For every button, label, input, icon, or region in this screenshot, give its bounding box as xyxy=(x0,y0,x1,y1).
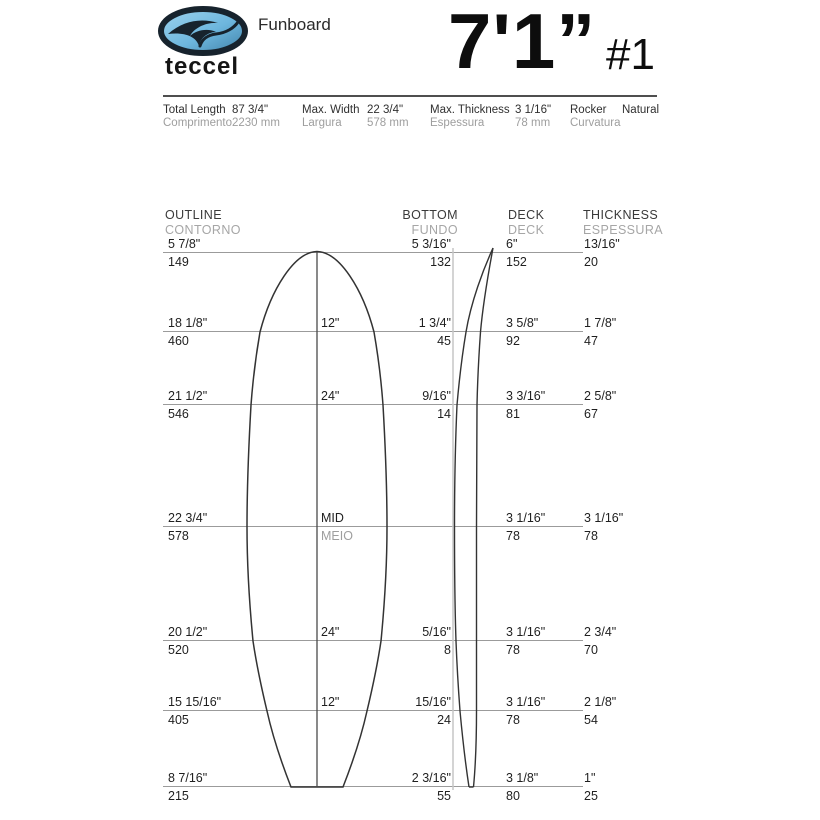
bottom-mm: 24 xyxy=(437,713,451,727)
station-label: 24" xyxy=(321,389,340,403)
bottom-mm: 14 xyxy=(437,407,451,421)
board-length-title: 7'1” xyxy=(448,0,597,85)
thickness-mm: 54 xyxy=(584,713,598,727)
bottom-inches: 5/16" xyxy=(422,625,451,639)
deck-inches: 3 1/16" xyxy=(506,511,546,525)
outline-mm: 520 xyxy=(168,643,189,657)
spec-rocker xyxy=(570,104,621,130)
deck-inches: 6" xyxy=(506,237,518,251)
outline-inches: 20 1/2" xyxy=(168,625,208,639)
thickness-inches: 1 7/8" xyxy=(584,316,617,330)
teccel-logo-icon xyxy=(156,6,256,58)
spec-max-width xyxy=(302,104,360,130)
column-title: DECK xyxy=(508,208,545,222)
outline-inches: 22 3/4" xyxy=(168,511,208,525)
thickness-mm: 20 xyxy=(584,255,598,269)
thickness-inches: 13/16" xyxy=(584,237,620,251)
thickness-mm: 67 xyxy=(584,407,598,421)
spec-value: Natural xyxy=(622,104,660,116)
outline-mm: 460 xyxy=(168,334,189,348)
station-label: 24" xyxy=(321,625,340,639)
thickness-inches: 3 1/16" xyxy=(584,511,624,525)
outline-inches: 18 1/8" xyxy=(168,316,208,330)
bottom-mm: 45 xyxy=(437,334,451,348)
deck-inches: 3 5/8" xyxy=(506,316,539,330)
thickness-mm: 25 xyxy=(584,789,598,803)
measurement-row-nose xyxy=(163,235,683,271)
bottom-mm: 8 xyxy=(444,643,451,657)
outline-mm: 215 xyxy=(168,789,189,803)
bottom-inches: 9/16" xyxy=(422,389,451,403)
spec-label: Rocker xyxy=(570,104,607,116)
spec-subvalue: 2230 mm xyxy=(232,117,280,129)
brand-name: teccel xyxy=(164,53,240,80)
spec-value: 87 3/4" xyxy=(232,104,269,116)
thickness-inches: 2 5/8" xyxy=(584,389,617,403)
station-label: 12" xyxy=(321,695,340,709)
deck-inches: 3 1/8" xyxy=(506,771,539,785)
column-header-thickness xyxy=(583,208,663,238)
measurement-line xyxy=(163,640,583,641)
deck-mm: 152 xyxy=(506,255,527,269)
deck-inches: 3 1/16" xyxy=(506,695,546,709)
thickness-mm: 70 xyxy=(584,643,598,657)
column-subtitle: ESPESSURA xyxy=(583,223,664,237)
bottom-mm xyxy=(343,528,451,544)
spec-total-length xyxy=(163,104,232,130)
outline-inches: 8 7/16" xyxy=(168,771,208,785)
station-label: 12" xyxy=(321,316,340,330)
spec-total-length-value xyxy=(232,104,280,130)
spec-label: Max. Thickness xyxy=(430,104,510,116)
spec-subvalue: 78 mm xyxy=(515,117,551,129)
header-divider xyxy=(163,95,657,97)
measurement-line xyxy=(163,786,583,787)
spec-sublabel: Curvatura xyxy=(570,117,621,129)
measurement-row-mid xyxy=(163,509,683,545)
bottom-mm: 132 xyxy=(430,255,451,269)
measurement-row-12in-nose xyxy=(163,314,683,350)
bottom-inches: 5 3/16" xyxy=(411,237,451,251)
spec-max-thickness xyxy=(430,104,510,130)
spec-label: Max. Width xyxy=(302,104,360,116)
column-header-outline xyxy=(165,208,241,238)
measurement-row-12in-tail xyxy=(163,693,683,729)
station-label: MID xyxy=(321,511,344,525)
outline-mm: 578 xyxy=(168,529,189,543)
measurement-line xyxy=(163,526,583,527)
column-subtitle: DECK xyxy=(508,223,545,237)
column-title: OUTLINE xyxy=(165,208,222,222)
column-title: BOTTOM xyxy=(402,208,458,222)
spec-rocker-value xyxy=(622,104,659,117)
thickness-mm: 78 xyxy=(584,529,598,543)
spec-sublabel: Largura xyxy=(302,117,342,129)
spec-value: 22 3/4" xyxy=(367,104,404,116)
deck-mm: 80 xyxy=(506,789,520,803)
column-subtitle: CONTORNO xyxy=(165,223,241,237)
column-title: THICKNESS xyxy=(583,208,659,222)
measurement-line xyxy=(163,331,583,332)
column-header-bottom xyxy=(340,208,458,238)
board-number: #1 xyxy=(606,30,655,79)
spec-value: 3 1/16" xyxy=(515,104,552,116)
measurement-line xyxy=(163,710,583,711)
bottom-inches xyxy=(343,510,451,526)
deck-mm: 78 xyxy=(506,529,520,543)
spec-label: Total Length xyxy=(163,104,226,116)
measurement-row-24in-tail xyxy=(163,623,683,659)
outline-mm: 405 xyxy=(168,713,189,727)
station-sublabel: MEIO xyxy=(321,529,353,543)
measurement-row-24in-nose xyxy=(163,387,683,423)
deck-mm: 92 xyxy=(506,334,520,348)
deck-mm: 81 xyxy=(506,407,520,421)
outline-inches: 21 1/2" xyxy=(168,389,208,403)
deck-inches: 3 1/16" xyxy=(506,625,546,639)
outline-inches: 5 7/8" xyxy=(168,237,201,251)
measurement-row-tail xyxy=(163,769,683,805)
outline-mm: 546 xyxy=(168,407,189,421)
bottom-inches: 15/16" xyxy=(415,695,451,709)
outline-mm: 149 xyxy=(168,255,189,269)
measurement-line xyxy=(163,252,583,253)
thickness-mm: 47 xyxy=(584,334,598,348)
measurement-line xyxy=(163,404,583,405)
deck-mm: 78 xyxy=(506,643,520,657)
bottom-inches: 1 3/4" xyxy=(418,316,451,330)
thickness-inches: 2 3/4" xyxy=(584,625,617,639)
spec-sublabel: Espessura xyxy=(430,117,485,129)
spec-max-thickness-value xyxy=(515,104,551,130)
spec-subvalue: 578 mm xyxy=(367,117,409,129)
deck-inches: 3 3/16" xyxy=(506,389,546,403)
model-name: Funboard xyxy=(258,15,331,34)
outline-inches: 15 15/16" xyxy=(168,695,222,709)
column-subtitle: FUNDO xyxy=(411,223,458,237)
thickness-inches: 2 1/8" xyxy=(584,695,617,709)
spec-sublabel: Comprimento xyxy=(163,117,233,129)
bottom-inches: 2 3/16" xyxy=(411,771,451,785)
spec-max-width-value xyxy=(367,104,409,130)
thickness-inches: 1" xyxy=(584,771,596,785)
bottom-mm: 55 xyxy=(437,789,451,803)
deck-mm: 78 xyxy=(506,713,520,727)
column-header-deck xyxy=(508,208,544,238)
